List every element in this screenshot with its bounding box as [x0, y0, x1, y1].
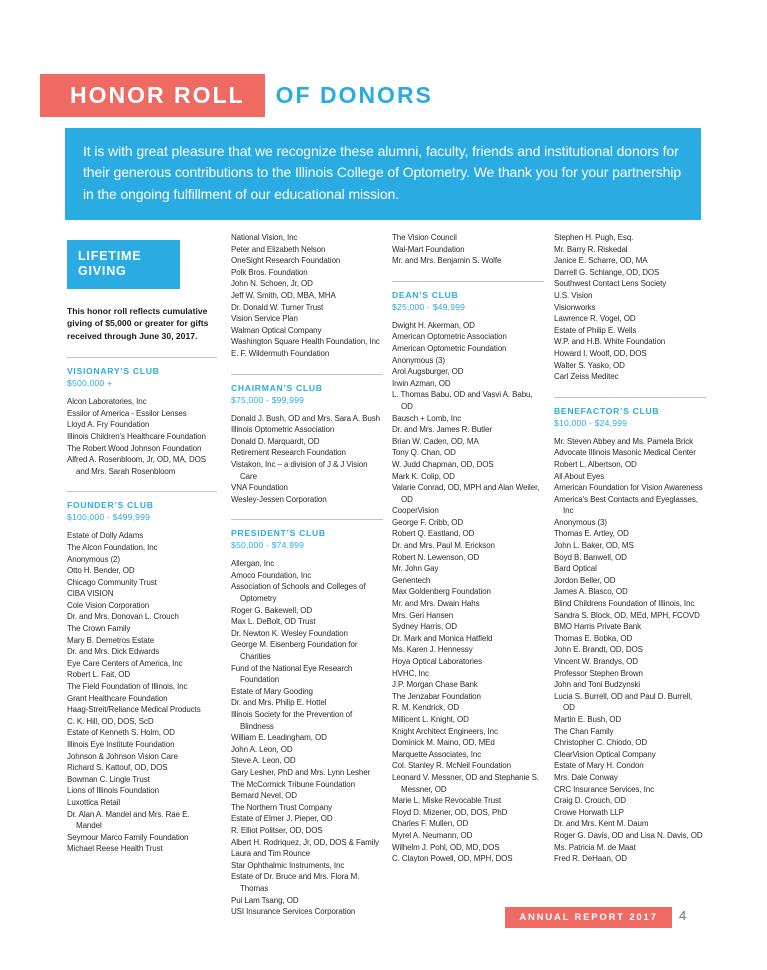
club-range: $50,000 - $74,999 — [231, 540, 305, 551]
donor-name: Estate of Elmer J. Pieper, OD — [231, 814, 333, 824]
donor-name: Eye Care Centers of America, Inc — [67, 658, 183, 668]
donor-name: Lucia S. Burrell, OD and Paul D. Burrell, OD — [554, 691, 693, 713]
page-number: 4 — [679, 908, 687, 923]
donor-name: Otto H. Bender, OD — [67, 566, 135, 576]
donor-name: Amoco Foundation, Inc — [231, 570, 312, 580]
donor-name: Blind Childrens Foundation of Illinois, Inc — [554, 599, 695, 609]
donor-name: Mr. John Gay — [392, 564, 439, 574]
donor-name: Cole Vision Corporation — [67, 600, 150, 610]
donor-name: Howard I. Woolf, OD, DOS — [554, 348, 647, 358]
donor-name: Thomas E. Bobka, OD — [554, 633, 633, 643]
donor-name: Dominick M. Maino, OD, MEd — [392, 738, 495, 748]
annual-report-label: ANNUAL REPORT 2017 — [519, 912, 658, 923]
donor-name: Sandra S. Block, OD, MEd, MPH, FCOVD — [554, 610, 700, 620]
donor-name: Bernard Nevel, OD — [231, 791, 297, 801]
donor-name: Estate of Kenneth S. Holm, OD — [67, 728, 175, 738]
honor-roll-band — [40, 74, 265, 117]
donor-name: Irwin Azman, OD — [392, 378, 451, 388]
donor-name: Anonymous (3) — [392, 355, 445, 365]
donor-name: Retirement Research Foundation — [231, 448, 346, 458]
donor-name: Marie L. Miske Revocable Trust — [392, 796, 502, 806]
donor-name: All About Eyes — [554, 471, 605, 481]
intro-text: It is with great pleasure that we recognize these alumni, faculty, friends and institutional donors for their generous contributions to the Illinois College of Optometry. We thank you for your partnership in the ongoing fulfillment of our educational mission. — [83, 143, 682, 202]
donor-name: Walter S. Yasko, OD — [554, 360, 625, 370]
donor-name: The Crown Family — [67, 624, 131, 634]
donor-name: Allergan, Inc — [231, 559, 275, 569]
donor-name: Illinois Society for the Prevention of Blindness — [231, 710, 353, 731]
donor-name: Ms. Karen J. Hennessy — [392, 645, 473, 655]
donor-name: CRC Insurance Services, Inc — [554, 784, 655, 794]
donor-name: Jeff W. Smith, OD, MBA, MHA — [231, 290, 336, 300]
donor-list — [392, 320, 544, 865]
column-2-sections — [231, 232, 383, 918]
donor-name: E. F. Wildermuth Foundation — [231, 348, 330, 358]
donor-name: Dr. and Mrs. Paul M. Erickson — [392, 541, 495, 551]
donor-list — [231, 413, 383, 506]
donor-name: Professor Stephen Brown — [554, 668, 643, 678]
donor-name: CooperVision — [392, 506, 439, 516]
donor-name: CIBA VISION — [67, 589, 114, 599]
donor-name: John A. Leon, OD — [231, 744, 293, 754]
donor-name: Illinois Optometric Association — [231, 425, 335, 435]
donor-list — [554, 232, 706, 383]
donor-name: Vision Service Plan — [231, 314, 298, 324]
donor-name: William E. Leadingham, OD — [231, 733, 327, 743]
donor-name: George M. Eisenberg Foundation for Charities — [231, 640, 358, 662]
donor-name: Lions of Illinois Foundation — [67, 786, 159, 796]
donor-name: John N. Schoen, Jr, OD — [231, 279, 313, 289]
title-primary: HONOR ROLL — [70, 82, 245, 108]
donor-name: OneSight Research Foundation — [231, 256, 341, 266]
donor-name: Haag-Streit/Reliance Medical Products — [67, 705, 201, 715]
donor-name: W.P. and H.B. White Foundation — [554, 337, 666, 347]
donor-name: Brian W. Caden, OD, MA — [392, 436, 479, 446]
donor-name: Myrel A. Neumann, OD — [392, 830, 473, 840]
donor-name: The McCormick Tribune Foundation — [231, 779, 355, 789]
donor-name: Sydney Harris, OD — [392, 622, 457, 632]
donor-name: Star Ophthalmic Instruments, Inc — [231, 860, 345, 870]
donor-name: Bard Optical — [554, 564, 597, 574]
donor-list — [392, 232, 544, 267]
donor-name: Luxottica Retail — [67, 797, 121, 807]
donor-name: Roger G. Davis, OD and Lisa N. Davis, OD — [554, 830, 703, 840]
club-range: $500,000 + — [67, 378, 113, 389]
donor-name: Marquette Associates, Inc — [392, 749, 482, 759]
lifetime-badge-line1: LIFETIME — [78, 249, 142, 263]
club-heading: PRESIDENT’S CLUB — [231, 528, 326, 539]
donor-name: Mary B. Demetros Estate — [67, 635, 155, 645]
donor-name: Charles F. Mullen, OD — [392, 819, 469, 829]
donor-name: L. Thomas Babu, OD and Vasvi A. Babu, OD — [392, 390, 533, 411]
donor-name: Donald J. Bush, OD and Mrs. Sara A. Bush — [231, 413, 380, 423]
donor-name: John E. Brandt, OD, DOS — [554, 645, 643, 655]
donor-name: J.P. Morgan Chase Bank — [392, 680, 478, 690]
club-range: $75,000 - $99,999 — [231, 394, 305, 405]
donor-name: Michael Reese Health Trust — [67, 844, 163, 854]
donor-name: Mr. and Mrs. Dwain Hahs — [392, 599, 480, 609]
donor-name: HVHC, Inc — [392, 668, 429, 678]
donor-name: John L. Baker, OD, MS — [554, 541, 634, 551]
donor-name: The Northern Trust Company — [231, 802, 332, 812]
donor-name: George F. Cribb, OD — [392, 517, 464, 527]
donor-name: Estate of Mary H. Condon — [554, 761, 644, 771]
donor-name: Stephen H. Pugh, Esq. — [554, 233, 634, 242]
donor-name: The Alcon Foundation, Inc — [67, 542, 158, 552]
donor-name: The Vision Council — [392, 233, 457, 242]
donor-name: Gary Lesher, PhD and Mrs. Lynn Lesher — [231, 767, 371, 777]
donor-name: National Vision, Inc — [231, 233, 298, 242]
donor-name: The Jenzabar Foundation — [392, 691, 481, 701]
donor-name: Fred R. DeHaan, OD — [554, 854, 627, 864]
donor-name: Arol Augsburger, OD — [392, 367, 464, 377]
page-header — [0, 74, 433, 117]
donor-name: Hoya Optical Laboratories — [392, 657, 482, 666]
annual-report-band — [505, 907, 672, 928]
club-heading: VISIONARY’S CLUB — [67, 366, 160, 377]
donor-name: Southwest Contact Lens Society — [554, 279, 667, 289]
donor-name: Estate of Dr. Bruce and Mrs. Flora M. Thomas — [231, 872, 360, 893]
donor-name: Boyd B. Banwell, OD — [554, 552, 627, 562]
donor-name: Craig D. Crouch, OD — [554, 796, 626, 806]
donor-name: Visionworks — [554, 302, 596, 312]
donor-name: Tony Q. Chan, OD — [392, 448, 456, 458]
club-range: $25,000 - $49,999 — [392, 301, 466, 312]
column-3-sections — [392, 232, 544, 865]
donor-name: The Chan Family — [554, 726, 614, 736]
donor-name: Alfred A. Rosenbloom, Jr, OD, MA, DOS and Mrs. Sarah Rosenbloom — [67, 455, 207, 476]
donor-list — [554, 436, 706, 865]
column-1 — [67, 232, 217, 855]
club-heading: FOUNDER’S CLUB — [67, 500, 154, 511]
donor-name: Illinois Eye Institute Foundation — [67, 740, 175, 750]
club-heading: DEAN’S CLUB — [392, 289, 459, 300]
donor-name: Dwight H. Akerman, OD — [392, 320, 475, 330]
donor-name: Mrs. Geri Hansen — [392, 610, 454, 620]
donor-name: Washington Square Health Foundation, Inc — [231, 337, 380, 347]
donor-name: Max Goldenberg Foundation — [392, 587, 491, 597]
lifetime-giving-badge — [67, 240, 180, 289]
donor-name: Dr. and Mrs. Donovan L. Crouch — [67, 612, 179, 622]
giving-policy-note: This honor roll reflects cumulative giving of $5,000 or greater for gifts received through June 30, 2017. — [67, 305, 209, 342]
donor-name: Millicent L. Knight, OD — [392, 714, 469, 724]
donor-name: Johnson & Johnson Vision Care — [67, 751, 178, 761]
donor-name: Advocate Illinois Masonic Medical Center — [554, 448, 696, 458]
section-divider — [67, 357, 217, 358]
donor-name: Estate of Mary Gooding — [231, 686, 313, 696]
lifetime-badge-line2: GIVING — [78, 264, 127, 279]
donor-name: Vistakon, Inc – a division of J & J Vision Care — [231, 459, 368, 481]
donor-name: BMO Harris Private Bank — [554, 622, 642, 632]
club-range: $10,000 - $24,999 — [554, 417, 628, 428]
donor-name: R. M. Kendrick, OD — [392, 703, 460, 713]
donor-name: Peter and Elizabeth Nelson — [231, 244, 326, 254]
donor-name: Jordon Beller, OD — [554, 575, 616, 585]
donor-name: Valarie Conrad, OD, MPH and Alan Weiler, OD — [392, 483, 540, 504]
donor-name: Wesley-Jessen Corporation — [231, 494, 327, 504]
column-4-sections — [554, 232, 706, 865]
donor-name: The Robert Wood Johnson Foundation — [67, 443, 202, 453]
donor-list — [67, 530, 217, 855]
donor-name: Chicago Community Trust — [67, 577, 157, 587]
intro-box — [65, 128, 701, 220]
donor-name: Mr. Steven Abbey and Ms. Pamela Brick — [554, 436, 694, 446]
donor-name: U.S. Vision — [554, 290, 593, 300]
donor-name: The Field Foundation of Illinois, Inc — [67, 682, 188, 692]
donor-name: ClearVision Optical Company — [554, 749, 656, 759]
donor-name: Pui Lam Tsang, OD — [231, 895, 299, 905]
donor-name: Floyd D. Mizener, OD, DOS, PhD — [392, 807, 508, 817]
column-2 — [231, 232, 383, 918]
donor-name: Illinois Children's Healthcare Foundation — [67, 431, 206, 441]
donor-name: Mrs. Dale Conway — [554, 772, 618, 782]
donor-name: Bowman C. Lingle Trust — [67, 774, 150, 784]
donor-name: James A. Blasco, OD — [554, 587, 628, 597]
donor-name: Association of Schools and Colleges of Optometry — [231, 582, 366, 604]
donor-name: John and Toni Budzynski — [554, 680, 641, 690]
donor-name: Crowe Horwath LLP — [554, 807, 624, 817]
donor-name: Polk Bros. Foundation — [231, 267, 308, 277]
club-heading: CHAIRMAN’S CLUB — [231, 382, 323, 393]
donor-list — [231, 558, 383, 917]
donor-name: Steve A. Leon, OD — [231, 756, 296, 766]
donor-name: Knight Architect Engineers, Inc — [392, 726, 498, 736]
section-divider — [554, 397, 706, 398]
donor-name: Walman Optical Company — [231, 325, 322, 335]
donor-name: Alcon Laboratories, Inc — [67, 397, 147, 407]
club-heading: BENEFACTOR’S CLUB — [554, 405, 660, 416]
donor-name: Christopher C. Chiodo, OD — [554, 738, 648, 748]
donor-name: Anonymous (2) — [67, 554, 120, 564]
donor-list — [231, 232, 383, 360]
donor-name: VNA Foundation — [231, 483, 288, 493]
donor-name: Martin E. Bush, OD — [554, 714, 622, 724]
donor-name: Robert Q. Eastland, OD — [392, 529, 475, 539]
donor-name: Darrell G. Schlange, OD, DOS — [554, 267, 660, 277]
donor-name: Carl Zeiss Meditec — [554, 372, 619, 382]
donor-name: Dr. Donald W. Turner Trust — [231, 302, 324, 312]
section-divider — [231, 519, 383, 520]
donor-name: W. Judd Chapman, OD, DOS — [392, 459, 494, 469]
donor-name: Wilhelm J. Pohl, OD, MD, DOS — [392, 842, 500, 852]
column-3 — [392, 232, 544, 865]
donor-name: Lawrence R. Vogel, OD — [554, 314, 636, 324]
donor-name: C. Clayton Powell, OD, MPH, DOS — [392, 854, 513, 864]
donor-name: Albert H. Rodriquez, Jr, OD, DOS & Family — [231, 837, 379, 847]
donor-name: Thomas E. Artley, OD — [554, 529, 629, 539]
donor-name: American Optometric Association — [392, 332, 507, 342]
donor-name: Ms. Patricia M. de Maat — [554, 842, 636, 852]
donor-name: Mr. and Mrs. Benjamin S. Wolfe — [392, 256, 502, 266]
donor-name: Seymour Marco Family Foundation — [67, 832, 189, 842]
donor-name: Wal-Mart Foundation — [392, 244, 465, 254]
section-divider — [67, 491, 217, 492]
donor-name: Laura and Tim Rounce — [231, 849, 310, 859]
donor-name: Robert N. Lewenson, OD — [392, 552, 480, 562]
donor-name: Donald D. Marquardt, OD — [231, 436, 320, 446]
donor-name: American Optometric Foundation — [392, 343, 507, 353]
donor-name: Mr. Barry R. Riskedal — [554, 244, 628, 254]
donor-name: Anonymous (3) — [554, 517, 607, 527]
section-divider — [392, 281, 544, 282]
donor-name: Vincent W. Brandys, OD — [554, 657, 638, 666]
donor-name: Essilor of America - Essilor Lenses — [67, 408, 187, 418]
donor-name: Max L. DeBolt, OD Trust — [231, 617, 316, 627]
donor-name: R. Elliot Politser, OD, DOS — [231, 825, 323, 835]
donor-name: Dr. Alan A. Mandel and Mrs. Rae E. Mandel — [67, 809, 190, 831]
donor-name: Bausch + Lomb, Inc — [392, 413, 462, 423]
donor-name: Dr. and Mrs. Philip E. Hottel — [231, 698, 327, 708]
donor-name: C. K. Hill, OD, DOS, ScD — [67, 716, 154, 726]
donor-name: America's Best Contacts and Eyeglasses, Inc — [554, 494, 698, 516]
donor-name: Robert L. Fait, OD — [67, 670, 131, 680]
donor-name: USI Insurance Services Corporation — [231, 907, 356, 917]
donor-name: Dr. and Mrs. James R. Butler — [392, 425, 492, 435]
club-range: $100,000 - $499,999 — [67, 512, 151, 523]
column-1-sections — [67, 357, 217, 855]
donor-name: Roger G. Bakewell, OD — [231, 605, 313, 615]
donor-name: Lloyd A. Fry Foundation — [67, 420, 150, 430]
donor-name: Genentech — [392, 575, 431, 585]
donor-name: Grant Healthcare Foundation — [67, 693, 168, 703]
donor-name: American Foundation for Vision Awareness — [554, 483, 703, 493]
donor-name: Fund of the National Eye Research Foundation — [231, 663, 353, 685]
donor-list — [67, 396, 217, 477]
donor-name: Estate of Dolly Adams — [67, 531, 144, 541]
donor-name: Leonard V. Messner, OD and Stephanie S. Messner, OD — [392, 772, 540, 794]
donor-name: Dr. and Mrs. Dick Edwards — [67, 647, 160, 657]
donor-name: Estate of Philip E. Wells — [554, 325, 637, 335]
donor-name: Dr. and Mrs. Kent M. Daum — [554, 819, 649, 829]
title-secondary: OF DONORS — [275, 82, 433, 108]
donor-name: Janice E. Scharre, OD, MA — [554, 256, 648, 266]
donor-name: Col. Stanley R. McNeil Foundation — [392, 761, 511, 771]
donor-name: Dr. Newton K. Wesley Foundation — [231, 628, 348, 638]
donor-name: Robert L. Albertson, OD — [554, 459, 637, 469]
column-4 — [554, 232, 706, 865]
donor-name: Richard S. Kattouf, OD, DOS — [67, 763, 168, 773]
donor-name: Mark K. Colip, OD — [392, 471, 455, 481]
section-divider — [231, 374, 383, 375]
donor-name: Dr. Mark and Monica Hatfield — [392, 633, 493, 643]
